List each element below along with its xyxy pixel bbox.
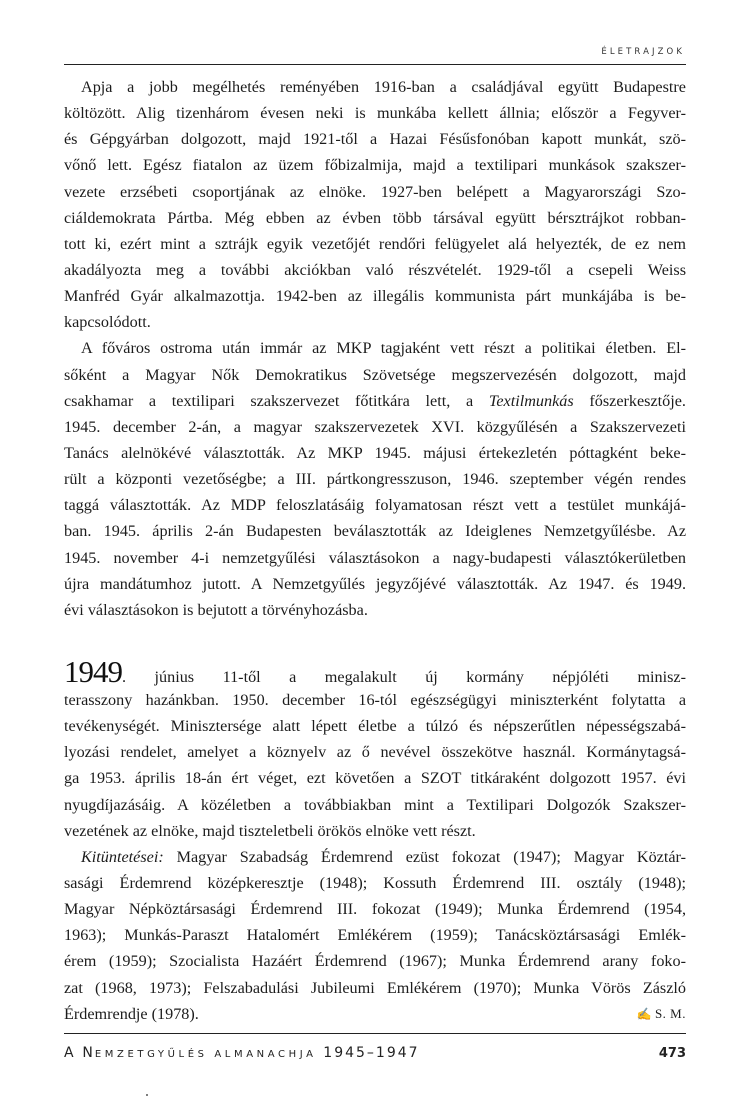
text-line: A főváros ostroma után immár az MKP tagjaként vett részt a politikai életben. El- [81,339,686,358]
text-line: tott ki, ezért mint a sztrájk egyik vezetőjét rendőri felügyelet alá helyezték, de ez nem [64,234,686,253]
text-line: Apja a jobb megélhetés reményében 1916-ban a családjával együtt Budapestre [81,78,686,96]
text-segment: főszerkesztője. [573,391,686,410]
text-line: akadályozta meg a további akciókban való részvételét. 1929-től a csepeli Weiss [64,260,686,279]
text-line: érem (1959); Szocialista Hazáért Érdemrend (1967); Munka Érdemrend arany foko- [64,952,686,971]
text-line: lyozási rendelet, amelyet a köznyelv az ő nevével összekötve használ. Kormánytagsá- [64,743,686,762]
year-highlight: 1949 [64,653,122,689]
footer-title-part: 1945–1947 [323,1045,420,1061]
text-line: sőként a Magyar Nők Demokratikus Szövetsége megszervezésén dolgozott, majd [64,365,686,384]
publication-title: Textilmunkás [488,391,574,410]
section-gap [64,623,686,643]
text-segment: . június 11-től a megalakult új kormány népjóléti minisz- [122,667,686,686]
header-rule [64,64,686,65]
text-line: vezete erzsébeti csoportjának az elnöke. 1927-ben belépett a Magyarországi Szo- [64,182,686,201]
text-line: költözött. Alig tizenhárom évesen neki is munkába kellett állnia; először a Fegyver- [64,104,686,123]
text-line: 1945. december 2-án, a magyar szakszervezetek XVI. közgyűlésén a Szakszervezeti [64,417,686,436]
text-line: ban. 1945. április 2-án Budapesten beválasztották az Ideiglenes Nemzetgyűlésbe. Az [64,522,686,541]
paragraph-minister [64,653,686,844]
text-line: rült a központi vezetőségbe; a III. pártkongresszuson, 1946. szeptember végén rendes [64,470,686,489]
running-header-section: ÉLETRAJZOK [601,47,685,57]
text-line-final [64,1001,686,1027]
text-line-with-year [64,653,686,689]
text-line: zat (1968, 1973); Felszabadulási Jubileumi Emlékérem (1970); Munka Vörös Zászló [64,978,686,997]
footer-title-part: EMZETGYŰLÉS ALMANACHJA [94,1049,324,1060]
text-segment: Magyar Szabadság Érdemrend ezüst fokozat (1947); Magyar Köztár- [163,847,686,866]
text-line: és Gépgyárban dolgozott, majd 1921-től a Hazai Fésűsfonóban kapott munkát, szö- [64,130,686,149]
paragraph-awards [64,844,686,1027]
text-line: tevékenységét. Minisztersége alatt lépett életbe a túlzó és népszerűtlen népességszabá- [64,717,686,736]
text-line: kapcsolódott. [64,313,151,332]
paragraph-early-life [64,74,686,335]
footer-title-part: A [64,1045,76,1061]
text-line: nyugdíjazásáig. A közéletben a továbbiakban mint a Textilipari Dolgozók Szakszer- [64,795,686,814]
biography-body [64,74,686,1027]
text-line: Manfréd Gyár alkalmazottja. 1942-ben az illegális kommunista párt munkájába is be- [64,287,686,306]
scan-speck [146,1094,148,1096]
author-signature [637,1001,687,1027]
text-line: újra mandátumhoz jutott. A Nemzetgyűlés jegyzőjévé választották. Az 1947. és 1949. [64,574,686,593]
awards-label: Kitüntetései: [81,847,164,866]
text-line: 1963); Munkás-Paraszt Hatalomért Emlékérem (1959); Tanácsköztársasági Emlék- [64,926,686,945]
page-number: 473 [658,1046,686,1061]
text-line: ciáldemokrata Pártba. Még ebben az évben több társával együtt bérsztrájkot robban- [64,208,686,227]
text-line: Tanács alelnökévé választották. Az MKP 1945. májusi értekezletén póttagként beke- [64,443,686,462]
text-line: évi választásokon is bejutott a törvényhozásba. [64,600,368,619]
pen-icon: ✍ [636,1006,652,1021]
text-line: terasszony hazánkban. 1950. december 16-tól egészségügyi miniszterként folytatta a [64,690,686,709]
paragraph-political-career [64,335,686,623]
running-footer-title [64,1045,420,1061]
author-initials: S. M. [654,1005,686,1021]
text-line: ga 1953. április 18-án ért véget, ezt követően a SZOT titkáraként dolgozott 1957. évi [64,769,686,788]
text-line: sasági Érdemrend középkeresztje (1948); Kossuth Érdemrend III. osztály (1948); [64,873,686,892]
text-line-with-label [64,844,686,870]
footer-rule [64,1033,686,1034]
text-line: 1945. november 4-i nemzetgyűlési választásokon a nagy-budapesti választókerületben [64,548,686,567]
footer-title-part: N [82,1045,95,1061]
text-line: vezetének az elnöke, majd tiszteletbeli örökös elnöke vett részt. [64,821,476,840]
text-line-with-title [64,388,686,414]
text-line: Magyar Népköztársasági Érdemrend III. fokozat (1949); Munka Érdemrend (1954, [64,900,686,919]
text-line: taggá választották. Az MDP feloszlatásáig folyamatosan részt vett a testület munkájá- [64,496,686,515]
text-line: vőnő lett. Egész fiatalon az üzem főbizalmija, majd a textilipari munkások szakszer- [64,156,686,175]
text-segment: Érdemrendje (1978). [64,1004,199,1023]
text-segment: csakhamar a textilipari szakszervezet főtitkára lett, a [64,391,489,410]
